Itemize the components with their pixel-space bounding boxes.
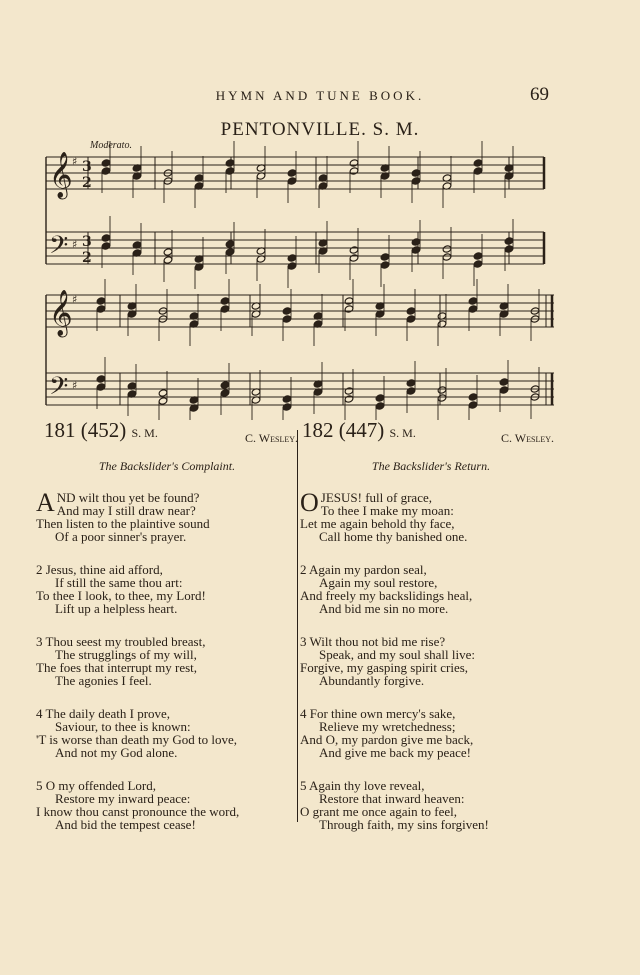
- note: [158, 389, 168, 397]
- hymn-number: 182: [302, 418, 334, 442]
- verse-line: 2 Jesus, thine aid afford,: [36, 562, 163, 577]
- verse-line: Speak, and my soul shall live:: [319, 647, 475, 662]
- verse-line: Forgive, my gasping spirit cries,: [300, 660, 469, 675]
- verse-line: 2 Again my pardon seal,: [300, 562, 427, 577]
- note: [349, 159, 359, 167]
- stanza-1: [300, 488, 562, 544]
- note: [220, 297, 230, 305]
- note: [163, 248, 173, 256]
- note: [468, 393, 478, 401]
- stanza-1: [36, 488, 298, 544]
- verse-line: Of a poor sinner's prayer.: [55, 529, 187, 544]
- treble-clef: 𝄞: [49, 290, 73, 336]
- hymn-subtitle: The Backslider's Complaint.: [98, 459, 236, 473]
- verse-line: 4 For thine own mercy's sake,: [300, 706, 456, 721]
- time-signature: 2: [82, 175, 92, 191]
- verse-line: The strugglings of my will,: [55, 647, 197, 662]
- verse-line: 'T is worse than death my God to love,: [36, 732, 238, 747]
- hymn-meter: S. M.: [131, 426, 158, 440]
- verse-line: Restore that inward heaven:: [319, 791, 465, 806]
- verse-line: Then listen to the plaintive sound: [36, 516, 210, 531]
- note: [344, 297, 354, 305]
- stanza-3: [36, 635, 298, 687]
- note: [101, 159, 111, 167]
- hymn-meter: S. M.: [389, 426, 416, 440]
- note: [101, 234, 111, 242]
- verse-line: 3 Wilt thou not bid me rise?: [300, 634, 446, 649]
- key-signature: ♯: [72, 379, 78, 392]
- bass-clef: 𝄢: [49, 372, 69, 407]
- verse-line: Lift up a helpless heart.: [55, 601, 178, 616]
- note: [411, 169, 421, 177]
- verse-line: I know thou canst pronounce the word,: [36, 804, 240, 819]
- verse-line: The foes that interrupt my rest,: [36, 660, 198, 675]
- hymn-number-line: [44, 418, 158, 442]
- hymn-number-line: [302, 418, 416, 442]
- verse-line: The agonies I feel.: [55, 673, 152, 688]
- note: [96, 375, 106, 383]
- treble-clef: 𝄞: [49, 152, 73, 198]
- verse-line: Restore my inward peace:: [55, 791, 191, 806]
- hymn-header: [36, 418, 298, 450]
- verse-line: Again my soul restore,: [319, 575, 438, 590]
- stanza-4: [36, 707, 298, 759]
- page-number: 69: [530, 84, 549, 105]
- note: [225, 240, 235, 248]
- verse-line: 5 Again thy love reveal,: [300, 778, 425, 793]
- note: [349, 246, 359, 254]
- music-score: [0, 140, 640, 420]
- time-signature: 3: [82, 159, 92, 175]
- stanza-4: [300, 707, 562, 759]
- hymn-number: 181: [44, 418, 76, 442]
- time-signature: 2: [82, 250, 92, 266]
- note: [287, 254, 297, 262]
- hymn-182: [300, 418, 562, 851]
- verse-line: Relieve my wretchedness;: [319, 719, 456, 734]
- key-signature: ♯: [72, 293, 78, 306]
- hymn-subtitle: The Backslider's Return.: [371, 459, 491, 473]
- note: [473, 252, 483, 260]
- note: [282, 307, 292, 315]
- hymn-author: C. Wesley.: [245, 431, 298, 445]
- note: [344, 387, 354, 395]
- note: [473, 159, 483, 167]
- time-signature: 3: [82, 234, 92, 250]
- tempo-marking: Moderato.: [90, 140, 132, 151]
- verse-text: ND wilt thou yet be found?: [56, 490, 200, 505]
- verse-line: Let me again behold thy face,: [300, 516, 455, 531]
- stanza-3: [300, 635, 562, 687]
- note: [442, 245, 452, 253]
- bass-clef: 𝄢: [49, 231, 69, 266]
- drop-cap: A: [36, 488, 55, 517]
- verse-line: O grant me once again to feel,: [300, 804, 458, 819]
- verse-text: JESUS! full of grace,: [320, 490, 432, 505]
- hymn-alt-number: (452): [80, 418, 127, 442]
- stanza-2: [300, 563, 562, 615]
- running-head: HYMN AND TUNE BOOK.: [215, 88, 425, 103]
- verse-line: And freely my backslidings heal,: [300, 588, 473, 603]
- note: [220, 381, 230, 389]
- verse-line: Call home thy banished one.: [319, 529, 468, 544]
- verse-line: Saviour, to thee is known:: [55, 719, 191, 734]
- note: [499, 378, 509, 386]
- note: [406, 379, 416, 387]
- hymn-181: [36, 418, 298, 851]
- note: [406, 307, 416, 315]
- key-signature: ♯: [72, 155, 78, 168]
- note: [287, 169, 297, 177]
- verse-line: 5 O my offended Lord,: [36, 778, 156, 793]
- verse-line: And may I still draw near?: [56, 503, 196, 518]
- note: [411, 238, 421, 246]
- note: [468, 297, 478, 305]
- verse-line: And bid me sin no more.: [319, 601, 449, 616]
- verse-line: And bid the tempest cease!: [55, 817, 196, 832]
- verse-line: To thee I make my moan:: [320, 503, 454, 518]
- hymn-alt-number: (447): [338, 418, 385, 442]
- tune-title: PENTONVILLE. S. M.: [220, 119, 420, 140]
- note: [282, 395, 292, 403]
- stanza-2: [36, 563, 298, 615]
- verse-line: Through faith, my sins forgiven!: [319, 817, 489, 832]
- stanza-5: [36, 779, 298, 831]
- verse-line: And not my God alone.: [55, 745, 178, 760]
- verse-line: 3 Thou seest my troubled breast,: [36, 634, 206, 649]
- note: [96, 297, 106, 305]
- note: [437, 386, 447, 394]
- verse-line: To thee I look, to thee, my Lord!: [36, 588, 206, 603]
- verse-line: And give me back my peace!: [319, 745, 471, 760]
- note: [504, 237, 514, 245]
- verse-line: And O, my pardon give me back,: [300, 732, 474, 747]
- stanzas: [300, 488, 562, 832]
- key-signature: ♯: [72, 238, 78, 251]
- hymn-author: C. Wesley.: [501, 431, 554, 445]
- verse-line: If still the same thou art:: [55, 575, 183, 590]
- hymn-header: [300, 418, 562, 450]
- note: [380, 253, 390, 261]
- note: [375, 394, 385, 402]
- note: [225, 159, 235, 167]
- stanza-5: [300, 779, 562, 831]
- stanzas: [36, 488, 298, 832]
- verse-line: Abundantly forgive.: [319, 673, 425, 688]
- drop-cap: O: [300, 488, 319, 517]
- verse-line: 4 The daily death I prove,: [36, 706, 171, 721]
